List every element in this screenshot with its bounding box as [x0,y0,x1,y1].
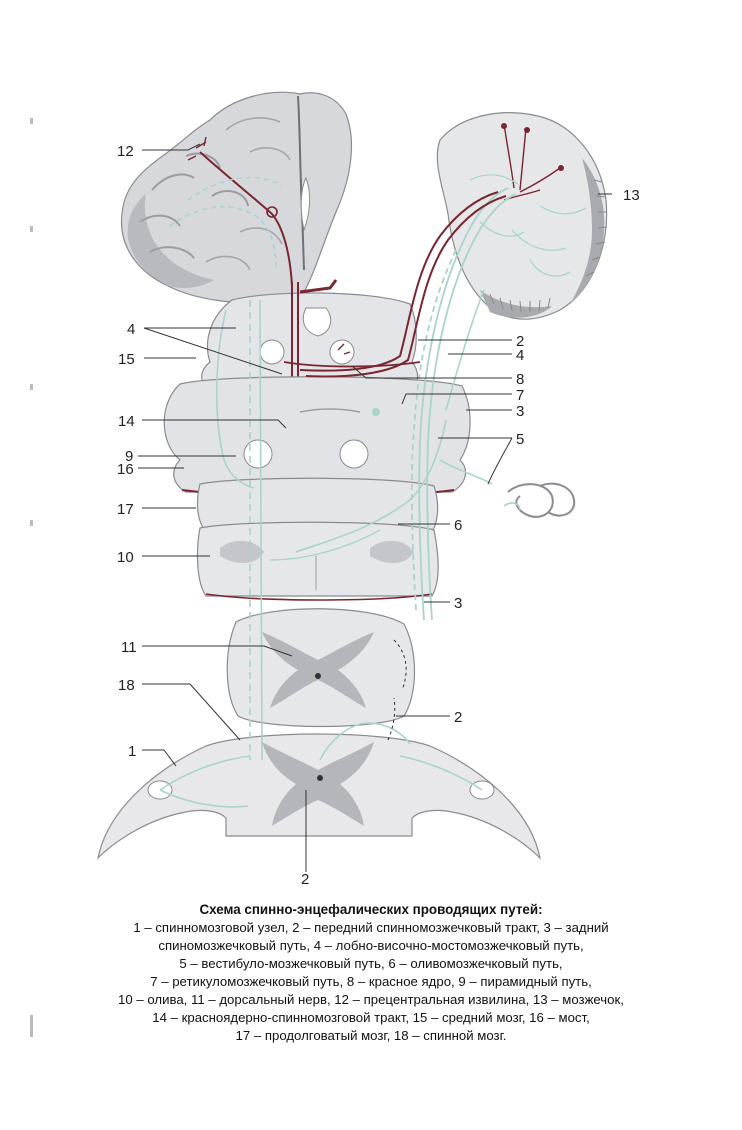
label-4-left: 4 [127,321,136,338]
label-2-bottom: 2 [301,871,310,888]
label-17: 17 [117,501,134,518]
caption-line: 7 – ретикуломозжечковый путь, 8 – красное ядро, 9 – пирамидный путь, [150,974,592,989]
cerebral-hemisphere [121,92,351,302]
medulla-section [198,478,439,600]
label-14: 14 [118,413,135,430]
label-7: 7 [516,387,525,404]
label-13: 13 [623,187,640,204]
label-12: 12 [117,143,134,160]
label-18: 18 [118,677,135,694]
label-2-upper: 2 [516,333,525,350]
caption-line: 17 – продолговатый мозг, 18 – спинной мозг. [235,1028,507,1043]
label-10: 10 [117,549,134,566]
label-6: 6 [454,517,463,534]
caption-line: 1 – спинномозговой узел, 2 – передний спинномозжечковый тракт, 3 – задний [133,920,609,935]
cerebellum [437,113,607,319]
label-2-middle: 2 [454,709,463,726]
caption-line: спиномозжечковый путь, 4 – лобно-височно-мостомозжечковый путь, [158,938,584,953]
caption-line: 5 – вестибуло-мозжечковый путь, 6 – оливомозжечковый путь, [179,956,563,971]
label-11: 11 [121,639,137,656]
label-9: 9 [125,448,134,465]
caption-line: 10 – олива, 11 – дорсальный нерв, 12 – прецентральная извилина, 13 – мозжечок, [118,992,624,1007]
label-5: 5 [516,431,525,448]
label-1: 1 [128,743,137,760]
label-16: 16 [117,461,134,478]
label-4-right: 4 [516,347,525,364]
caption-title: Схема спинно-энцефалических проводящих путей: [199,902,543,917]
label-3-upper: 3 [516,403,525,420]
inner-ear-labyrinth [504,484,574,517]
figure-caption [0,901,742,1045]
caption-line: 14 – красноядерно-спинномозговой тракт, 15 – средний мозг, 16 – мост, [152,1010,590,1025]
label-8: 8 [516,371,525,388]
label-15: 15 [118,351,135,368]
label-3-lower: 3 [454,595,463,612]
